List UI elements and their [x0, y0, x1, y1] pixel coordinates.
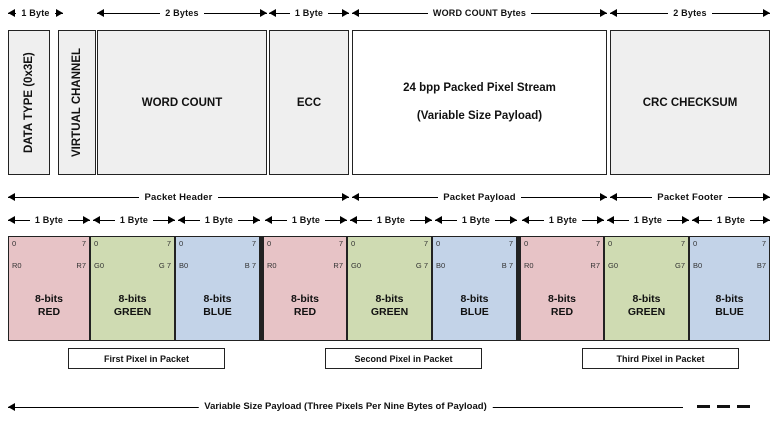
- arrow-right: [600, 9, 607, 17]
- arrow-right: [56, 9, 63, 17]
- bit-label-low: B0: [436, 261, 446, 270]
- first-pixel-caption: [68, 348, 225, 369]
- packet-field-ecc: [269, 30, 349, 175]
- dimension-label: 1 Byte: [712, 215, 750, 225]
- dimension-segment: [352, 6, 607, 20]
- bit-label-high: B7: [756, 261, 766, 270]
- bit-index-high: 7: [423, 239, 428, 248]
- dimension-label: Packet Payload: [438, 192, 521, 203]
- dimension-segment: [350, 213, 432, 227]
- dimension-label: 1 Byte: [290, 8, 328, 18]
- bit-label-high: G7: [674, 261, 685, 270]
- dimension-label: WORD COUNT Bytes: [428, 8, 531, 18]
- dimension-segment: [178, 213, 260, 227]
- dimension-label: 1 Byte: [200, 215, 238, 225]
- pixel-caption-label: Second Pixel in Packet: [354, 353, 453, 364]
- dimension-label: Packet Header: [139, 192, 217, 203]
- bit-label-low: G0: [608, 261, 619, 270]
- bit-label-high: R7: [590, 261, 600, 270]
- dimension-segment: [8, 190, 349, 204]
- bit-index-low: 0: [94, 239, 99, 248]
- byte-cell-pixel1-green: [90, 236, 175, 341]
- bit-label-low: G0: [351, 261, 362, 270]
- arrow-right: [682, 216, 689, 224]
- arrow-right: [763, 216, 770, 224]
- dimension-label: 1 Byte: [629, 215, 667, 225]
- bit-label-low: R0: [12, 261, 22, 270]
- dimension-segment: [435, 213, 517, 227]
- arrow-right: [83, 216, 90, 224]
- dimension-label: 2 Bytes: [160, 8, 203, 18]
- byte-cell-label: 8-bits BLUE: [715, 293, 744, 318]
- dash-mark: [697, 405, 710, 408]
- arrow-left: [8, 9, 15, 17]
- packet-field-text: [403, 75, 556, 130]
- dimension-segment: [610, 6, 770, 20]
- dimension-segment: [522, 213, 604, 227]
- packet-field-word-count: [97, 30, 267, 175]
- dimension-segment: [93, 213, 175, 227]
- pixel-group-separator: [260, 236, 263, 341]
- bit-index-low: 0: [608, 239, 613, 248]
- arrow-right: [342, 9, 349, 17]
- packet-field-label: VIRTUAL CHANNEL: [71, 47, 83, 158]
- arrow-left: [610, 9, 617, 17]
- arrow-right: [597, 216, 604, 224]
- payload-summary-arrow: [8, 400, 683, 414]
- byte-cell-pixel2-red: [263, 236, 347, 341]
- arrow-right: [510, 216, 517, 224]
- bit-label-high: R7: [76, 261, 86, 270]
- arrow-right: [763, 193, 770, 201]
- dimension-segment: [269, 6, 349, 20]
- arrow-right: [340, 216, 347, 224]
- arrow-right: [260, 9, 267, 17]
- byte-cell-pixel2-blue: [432, 236, 517, 341]
- packet-section-row: [0, 190, 777, 204]
- dimension-segment: [607, 213, 689, 227]
- continuation-dashes: [697, 405, 750, 408]
- bit-label-high: G 7: [415, 261, 428, 270]
- packet-field-label: ECC: [296, 96, 322, 109]
- arrow-left: [352, 193, 359, 201]
- arrow-left: [265, 216, 272, 224]
- bit-index-high: 7: [761, 239, 766, 248]
- bit-index-low: 0: [267, 239, 272, 248]
- bit-index-low: 0: [351, 239, 356, 248]
- arrow-left: [350, 216, 357, 224]
- bit-index-low: 0: [693, 239, 698, 248]
- dimension-label: 1 Byte: [544, 215, 582, 225]
- bit-index-low: 0: [179, 239, 184, 248]
- byte-cell-label: 8-bits GREEN: [370, 293, 409, 318]
- pixel-caption-label: First Pixel in Packet: [103, 353, 190, 364]
- byte-cell-label: 8-bits RED: [547, 293, 576, 318]
- dimension-segment: [352, 190, 607, 204]
- bit-label-high: R7: [333, 261, 343, 270]
- bit-label-high: B 7: [244, 261, 256, 270]
- packet-field-label: WORD COUNT: [141, 96, 223, 109]
- dimension-label: 1 Byte: [372, 215, 410, 225]
- arrow-left: [352, 9, 359, 17]
- byte-cell-label: 8-bits RED: [290, 293, 319, 318]
- summary-label: Variable Size Payload (Three Pixels Per Nine Bytes of Payload): [198, 400, 492, 414]
- byte-cell-pixel1-red: [8, 236, 90, 341]
- arrow-left: [178, 216, 185, 224]
- arrow-left: [93, 216, 100, 224]
- bit-label-low: R0: [524, 261, 534, 270]
- bit-label-low: B0: [179, 261, 189, 270]
- arrow-left: [8, 216, 15, 224]
- bit-index-high: 7: [251, 239, 256, 248]
- byte-dimension-row: [0, 213, 777, 227]
- packet-field-sublabel: (Variable Size Payload): [416, 109, 543, 122]
- bit-label-high: G 7: [158, 261, 171, 270]
- second-pixel-caption: [325, 348, 482, 369]
- packet-field-label: DATA TYPE (0x3E): [23, 52, 35, 153]
- dimension-segment: [610, 190, 770, 204]
- bit-index-high: 7: [166, 239, 171, 248]
- arrow-left: [607, 216, 614, 224]
- byte-cell-pixel3-blue: [689, 236, 770, 341]
- bit-index-high: 7: [680, 239, 685, 248]
- packet-field-crc-checksum: [610, 30, 770, 175]
- arrow-left: [692, 216, 699, 224]
- pixel-caption-label: Third Pixel in Packet: [616, 353, 705, 364]
- third-pixel-caption: [582, 348, 739, 369]
- dimension-segment: [8, 6, 63, 20]
- dash-mark: [717, 405, 730, 408]
- bit-index-low: 0: [436, 239, 441, 248]
- bit-index-high: 7: [508, 239, 513, 248]
- packet-field-label: CRC CHECKSUM: [642, 96, 738, 109]
- dimension-segment: [97, 6, 267, 20]
- bit-label-low: B0: [693, 261, 703, 270]
- byte-cell-pixel3-red: [520, 236, 604, 341]
- arrow-right: [600, 193, 607, 201]
- dimension-segment: [692, 213, 770, 227]
- dimension-segment: [8, 213, 90, 227]
- arrow-left: [522, 216, 529, 224]
- arrow-left: [269, 9, 276, 17]
- arrow-right: [425, 216, 432, 224]
- packet-field-data-type: [8, 30, 50, 175]
- summary-arrow-left: [8, 403, 15, 411]
- bit-index-high: 7: [595, 239, 600, 248]
- byte-cell-label: 8-bits RED: [34, 293, 63, 318]
- dimension-label: 1 Byte: [115, 215, 153, 225]
- byte-cell-pixel1-blue: [175, 236, 260, 341]
- dimension-label: 1 Byte: [30, 215, 68, 225]
- dash-mark: [737, 405, 750, 408]
- arrow-left: [610, 193, 617, 201]
- bit-index-low: 0: [524, 239, 529, 248]
- bit-index-high: 7: [338, 239, 343, 248]
- byte-cell-pixel2-green: [347, 236, 432, 341]
- dimension-label: 1 Byte: [457, 215, 495, 225]
- packet-field-label: 24 bpp Packed Pixel Stream: [403, 81, 556, 94]
- byte-cell-label: 8-bits GREEN: [627, 293, 666, 318]
- pixel-group-separator: [517, 236, 520, 341]
- byte-cell-pixel3-green: [604, 236, 689, 341]
- packet-field-packed-pixel-stream: [352, 30, 607, 175]
- arrow-right: [342, 193, 349, 201]
- arrow-right: [168, 216, 175, 224]
- dimension-segment: [265, 213, 347, 227]
- byte-cell-label: 8-bits BLUE: [460, 293, 489, 318]
- dimension-label: 2 Bytes: [668, 8, 711, 18]
- arrow-right: [253, 216, 260, 224]
- arrow-left: [435, 216, 442, 224]
- dimension-label: Packet Footer: [652, 192, 727, 203]
- bit-index-low: 0: [12, 239, 17, 248]
- arrow-right: [763, 9, 770, 17]
- bit-label-low: R0: [267, 261, 277, 270]
- arrow-left: [8, 193, 15, 201]
- dimension-label: 1 Byte: [287, 215, 325, 225]
- arrow-left: [97, 9, 104, 17]
- byte-cell-label: 8-bits BLUE: [203, 293, 232, 318]
- bit-index-high: 7: [81, 239, 86, 248]
- packet-field-virtual-channel: [58, 30, 96, 175]
- byte-cell-label: 8-bits GREEN: [113, 293, 152, 318]
- bit-label-low: G0: [94, 261, 105, 270]
- bit-label-high: B 7: [501, 261, 513, 270]
- top-dimension-row: [0, 6, 777, 20]
- dimension-label: 1 Byte: [16, 8, 54, 18]
